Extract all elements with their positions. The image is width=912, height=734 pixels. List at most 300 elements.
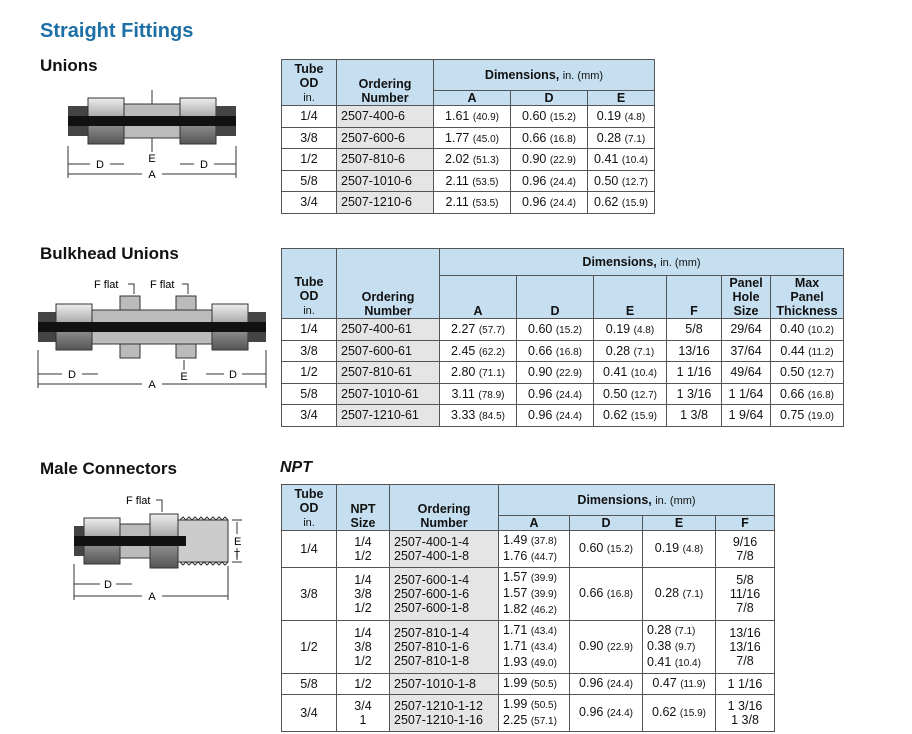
mc-col-tube-od: Tube OD in.	[282, 485, 337, 531]
cell-ordering-number: 2507-400-61	[337, 319, 440, 341]
cell-e	[594, 340, 667, 362]
cell-a-mm: (53.5)	[472, 198, 499, 210]
cell-a-in: 1.49	[503, 533, 528, 547]
mc-dim-d-label: D	[104, 579, 112, 591]
cell-tube-od: 3/8	[282, 568, 337, 621]
cell-d	[511, 149, 588, 171]
bulkhead-table	[281, 248, 844, 427]
cell-e	[643, 674, 716, 695]
bh-col-panel-hole: Panel Hole Size	[722, 276, 771, 319]
mc-dim-t-label: T	[234, 550, 241, 561]
cell-e-mm: (7.1)	[624, 133, 646, 145]
cell-a	[440, 405, 517, 427]
cell-ordering-number-line: 2507-1210-1-12	[394, 699, 483, 713]
cell-e-mm: (4.8)	[682, 544, 704, 555]
cell-a	[499, 695, 570, 732]
cell-a-mm: (40.9)	[472, 112, 499, 124]
cell-tube-od: 1/2	[282, 621, 337, 674]
cell-e-in: 0.50	[594, 173, 619, 188]
cell-f: 1 1/16	[667, 362, 722, 384]
cell-ordering-number: 2507-810-6	[337, 149, 434, 171]
cell-max-panel-in: 0.50	[780, 365, 805, 380]
cell-d-mm: (15.2)	[555, 325, 582, 337]
cell-d	[517, 319, 594, 341]
cell-a-in: 2.11	[445, 173, 469, 188]
cell-d-in: 0.60	[528, 322, 553, 337]
cell-d	[511, 127, 588, 149]
cell-d-in: 0.96	[528, 408, 553, 423]
mc-col-d: D	[570, 516, 643, 531]
cell-ordering-number: 2507-1210-61	[337, 405, 440, 427]
mc-dim-a-label: A	[148, 591, 156, 603]
cell-f-line: 7/8	[736, 654, 754, 668]
col-dimensions: Dimensions, in. (mm)	[434, 60, 655, 91]
cell-f: 5/8	[667, 319, 722, 341]
cell-a	[434, 170, 511, 192]
col-d: D	[511, 91, 588, 106]
cell-e-mm: (7.1)	[682, 589, 704, 600]
cell-panel-hole: 49/64	[722, 362, 771, 384]
cell-tube-od: 3/4	[282, 695, 337, 732]
cell-e	[588, 192, 655, 214]
cell-npt-size-line: 1/2	[354, 549, 372, 563]
table-row	[282, 405, 844, 427]
cell-tube-od: 3/4	[282, 405, 337, 427]
cell-max-panel-mm: (19.0)	[807, 411, 834, 423]
cell-ordering-number: 2507-810-61	[337, 362, 440, 384]
cell-e	[588, 149, 655, 171]
cell-d-mm: (24.4)	[606, 679, 633, 690]
cell-ordering-number-line: 2507-400-1-8	[394, 549, 470, 563]
cell-ordering-number-line: 2507-400-1-4	[394, 535, 470, 549]
cell-tube-od: 1/4	[282, 531, 337, 568]
cell-d	[517, 340, 594, 362]
cell-e-in: 0.41	[603, 365, 628, 380]
table-row	[282, 127, 655, 149]
cell-d-mm: (15.2)	[549, 112, 576, 124]
cell-a-mm: (71.1)	[478, 368, 505, 380]
cell-a-in: 2.45	[451, 343, 476, 358]
cell-ordering-number-line: 2507-600-1-6	[394, 587, 470, 601]
bh-dim-d-right-label: D	[229, 369, 237, 381]
cell-a	[499, 568, 570, 621]
page-title: Straight Fittings	[40, 20, 194, 42]
table-row	[282, 674, 775, 695]
cell-a-in: 3.11	[451, 386, 475, 401]
cell-e	[643, 531, 716, 568]
cell-a-in: 1.99	[503, 697, 528, 711]
cell-a-mm: (84.5)	[478, 411, 505, 423]
cell-ordering-number-line: 2507-600-1-8	[394, 601, 470, 615]
cell-ordering-number-line: 2507-600-1-4	[394, 573, 470, 587]
cell-d-mm: (16.8)	[555, 346, 582, 358]
cell-a-in: 2.25	[503, 713, 528, 727]
cell-e-mm: (4.8)	[624, 112, 646, 124]
bh-col-e: E	[594, 276, 667, 319]
dim-d-left-label: D	[96, 159, 104, 171]
cell-f-line: 1 1/16	[727, 677, 763, 691]
npt-subtitle: NPT	[280, 459, 312, 476]
cell-a	[440, 319, 517, 341]
table-row	[282, 319, 844, 341]
cell-f	[716, 621, 775, 674]
cell-npt-size-line: 3/8	[354, 587, 372, 601]
cell-d	[517, 362, 594, 384]
cell-panel-hole: 1 9/64	[722, 405, 771, 427]
cell-a-in: 1.82	[503, 602, 528, 616]
cell-e-in: 0.19	[605, 322, 631, 337]
cell-d-mm: (16.8)	[606, 589, 633, 600]
bh-col-a: A	[440, 276, 517, 319]
cell-e-in: 0.28	[605, 343, 631, 358]
table-row	[282, 192, 655, 214]
cell-max-panel	[771, 319, 844, 341]
bh-col-max-panel: Max Panel Thickness	[771, 276, 844, 319]
mc-col-dimensions: Dimensions, in. (mm)	[499, 485, 775, 516]
cell-a-mm: (50.5)	[530, 700, 557, 711]
bulkhead-title: Bulkhead Unions	[40, 244, 179, 263]
cell-a-in: 1.77	[445, 130, 470, 145]
cell-d	[517, 383, 594, 405]
cell-f-line: 13/16	[729, 640, 761, 654]
table-row	[282, 531, 775, 568]
cell-a-mm: (43.4)	[530, 642, 557, 653]
cell-f-line: 7/8	[736, 601, 754, 615]
cell-ordering-number: 2507-1210-6	[337, 192, 434, 214]
cell-a-in: 2.11	[445, 195, 469, 210]
bore-shape	[68, 116, 236, 126]
cell-panel-hole: 29/64	[722, 319, 771, 341]
cell-a	[440, 383, 517, 405]
cell-max-panel-mm: (10.2)	[807, 325, 834, 337]
bh-dim-a-label: A	[148, 379, 156, 391]
bh-col-d: D	[517, 276, 594, 319]
cell-e-mm: (10.4)	[630, 368, 657, 380]
cell-e	[643, 621, 716, 674]
cell-e-mm: (10.4)	[674, 658, 701, 669]
cell-e-mm: (12.7)	[630, 389, 657, 401]
cell-max-panel-mm: (16.8)	[807, 389, 834, 401]
col-e: E	[588, 91, 655, 106]
cell-ordering-number: 2507-1010-61	[337, 383, 440, 405]
cell-e-mm: (7.1)	[633, 346, 655, 358]
male-connector-diagram	[72, 490, 246, 604]
cell-panel-hole: 1 1/64	[722, 383, 771, 405]
cell-ordering-number-line: 2507-810-1-6	[394, 640, 470, 654]
cell-npt-size-line: 1/4	[354, 535, 372, 549]
cell-ordering-number-line: 2507-810-1-4	[394, 626, 470, 640]
bh-dim-e-label: E	[180, 371, 188, 383]
cell-f-line: 13/16	[729, 626, 761, 640]
cell-a-mm: (44.7)	[530, 552, 557, 563]
cell-a-in: 1.76	[503, 549, 528, 563]
cell-d-mm: (22.9)	[555, 368, 582, 380]
cell-a-mm: (51.3)	[472, 155, 499, 167]
cell-e-in: 0.28	[647, 623, 672, 637]
cell-e-in: 0.28	[596, 130, 622, 145]
cell-f	[716, 674, 775, 695]
cell-max-panel	[771, 340, 844, 362]
dim-e-label: E	[148, 153, 156, 165]
cell-max-panel-mm: (12.7)	[807, 368, 834, 380]
cell-d	[570, 621, 643, 674]
cell-ordering-number: 2507-600-6	[337, 127, 434, 149]
table-row	[282, 362, 844, 384]
cell-npt-size-line: 1	[359, 713, 367, 727]
cell-a	[499, 621, 570, 674]
cell-d	[570, 568, 643, 621]
cell-npt-size	[337, 695, 390, 732]
cell-a	[434, 127, 511, 149]
bh-dim-d-left-label: D	[68, 369, 76, 381]
cell-e-mm: (10.4)	[621, 155, 648, 167]
cell-e	[588, 127, 655, 149]
cell-a-in: 1.57	[503, 586, 528, 600]
cell-a	[499, 674, 570, 695]
dim-a-label: A	[148, 169, 156, 181]
cell-d-in: 0.96	[579, 705, 604, 719]
cell-e-in: 0.62	[603, 408, 628, 423]
male-title: Male Connectors	[40, 459, 177, 478]
cell-a-mm: (57.7)	[478, 325, 505, 337]
cell-f	[716, 695, 775, 732]
cell-e-mm: (7.1)	[674, 626, 696, 637]
cell-a-mm: (45.0)	[472, 133, 499, 145]
cell-d	[570, 674, 643, 695]
cell-tube-od: 5/8	[282, 383, 337, 405]
cell-ordering-number	[390, 621, 499, 674]
cell-ordering-number	[390, 695, 499, 732]
cell-f: 1 3/16	[667, 383, 722, 405]
cell-npt-size-line: 1/4	[354, 626, 372, 640]
cell-d-mm: (24.4)	[606, 708, 633, 719]
cell-f-line: 11/16	[729, 587, 761, 601]
cell-a-mm: (62.2)	[478, 346, 505, 358]
cell-d	[570, 695, 643, 732]
bh-col-dimensions: Dimensions, in. (mm)	[440, 249, 844, 276]
cell-tube-od: 1/4	[282, 106, 337, 128]
cell-a-in: 1.99	[503, 676, 528, 690]
cell-e-in: 0.41	[647, 655, 672, 669]
cell-tube-od: 5/8	[282, 170, 337, 192]
cell-d-in: 0.96	[522, 173, 547, 188]
cell-a-mm: (50.5)	[530, 679, 557, 690]
cell-e	[643, 568, 716, 621]
cell-d-in: 0.90	[579, 639, 604, 653]
cell-f	[716, 568, 775, 621]
cell-e-mm: (15.9)	[679, 708, 706, 719]
cell-a-in: 2.80	[451, 365, 476, 380]
col-ordering-number: Ordering Number	[337, 60, 434, 106]
cell-e-in: 0.19	[596, 109, 622, 124]
mc-col-a: A	[499, 516, 570, 531]
cell-e-mm: (11.9)	[680, 679, 706, 690]
cell-npt-size-line: 3/8	[354, 640, 372, 654]
cell-d-mm: (24.4)	[555, 411, 582, 423]
cell-e-in: 0.50	[603, 386, 628, 401]
bulkhead-diagram	[36, 276, 268, 394]
cell-e	[594, 319, 667, 341]
cell-a-mm: (39.9)	[530, 589, 557, 600]
fflat-left-label: F flat	[94, 279, 119, 291]
cell-d-mm: (22.9)	[606, 642, 633, 653]
cell-d-in: 0.96	[579, 676, 604, 690]
bh-col-tube-od: Tube OD in.	[282, 249, 337, 319]
cell-a	[434, 149, 511, 171]
cell-ordering-number: 2507-600-61	[337, 340, 440, 362]
cell-tube-od: 3/8	[282, 340, 337, 362]
cell-npt-size-line: 1/2	[354, 677, 372, 691]
cell-e-mm: (15.9)	[621, 198, 648, 210]
cell-a	[434, 192, 511, 214]
cell-d-in: 0.96	[528, 386, 553, 401]
cell-d	[511, 192, 588, 214]
cell-e	[588, 106, 655, 128]
table-row	[282, 340, 844, 362]
cell-f-line: 9/16	[732, 535, 758, 549]
cell-a-mm: (39.9)	[530, 573, 557, 584]
cell-ordering-number-line: 2507-810-1-8	[394, 654, 470, 668]
cell-a-mm: (49.0)	[530, 658, 557, 669]
cell-d	[511, 106, 588, 128]
cell-npt-size	[337, 621, 390, 674]
cell-npt-size	[337, 674, 390, 695]
cell-e-mm: (12.7)	[621, 176, 648, 188]
cell-panel-hole: 37/64	[722, 340, 771, 362]
cell-d	[511, 170, 588, 192]
cell-a-mm: (57.1)	[530, 716, 557, 727]
cell-d-mm: (15.2)	[606, 544, 633, 555]
table-row	[282, 149, 655, 171]
table-row	[282, 383, 844, 405]
cell-d-mm: (16.8)	[549, 133, 576, 145]
unions-title: Unions	[40, 56, 98, 75]
cell-a-mm: (53.5)	[472, 176, 499, 188]
cell-e-in: 0.62	[594, 195, 619, 210]
cell-a	[434, 106, 511, 128]
cell-a-mm: (43.4)	[530, 626, 557, 637]
cell-e	[594, 405, 667, 427]
table-row	[282, 568, 775, 621]
cell-a	[440, 340, 517, 362]
cell-d-mm: (22.9)	[549, 155, 576, 167]
mc-col-ordering-number: Ordering Number	[390, 485, 499, 531]
table-row	[282, 695, 775, 732]
cell-npt-size	[337, 568, 390, 621]
cell-f-line: 1 3/16	[727, 699, 763, 713]
cell-d-mm: (24.4)	[549, 198, 576, 210]
fflat-right-label: F flat	[150, 279, 175, 291]
cell-f-line: 5/8	[736, 573, 754, 587]
table-row	[282, 170, 655, 192]
cell-ordering-number	[390, 674, 499, 695]
cell-a-in: 2.02	[445, 152, 470, 167]
cell-a-in: 1.71	[503, 639, 528, 653]
cell-max-panel-in: 0.40	[780, 322, 805, 337]
cell-max-panel	[771, 405, 844, 427]
cell-tube-od: 1/2	[282, 149, 337, 171]
cell-d-mm: (24.4)	[555, 389, 582, 401]
cell-npt-size-line: 1/4	[354, 573, 372, 587]
male-table	[281, 484, 775, 732]
cell-tube-od: 1/2	[282, 362, 337, 384]
cell-d-in: 0.96	[522, 195, 547, 210]
col-a: A	[434, 91, 511, 106]
cell-max-panel	[771, 362, 844, 384]
cell-max-panel-mm: (11.2)	[808, 346, 834, 358]
cell-a-mm: (78.9)	[478, 389, 505, 401]
union-diagram	[66, 86, 238, 182]
cell-d-in: 0.66	[528, 343, 553, 358]
cell-e	[588, 170, 655, 192]
cell-a-in: 1.93	[503, 655, 528, 669]
cell-tube-od: 3/4	[282, 192, 337, 214]
mc-col-e: E	[643, 516, 716, 531]
cell-npt-size-line: 3/4	[354, 699, 372, 713]
cell-ordering-number	[390, 568, 499, 621]
cell-e-in: 0.28	[654, 586, 680, 600]
cell-f-line: 7/8	[736, 549, 754, 563]
table-row	[282, 106, 655, 128]
cell-e-in: 0.47	[652, 676, 677, 690]
cell-a-in: 1.61	[445, 109, 470, 124]
cell-e	[594, 383, 667, 405]
cell-a-mm: (37.8)	[530, 536, 557, 547]
cell-a	[440, 362, 517, 384]
cell-d-in: 0.66	[522, 130, 547, 145]
cell-d-in: 0.90	[528, 365, 553, 380]
cell-tube-od: 1/4	[282, 319, 337, 341]
cell-f: 13/16	[667, 340, 722, 362]
cell-f: 1 3/8	[667, 405, 722, 427]
cell-tube-od: 5/8	[282, 674, 337, 695]
cell-e-in: 0.19	[654, 541, 680, 555]
dim-d-right-label: D	[200, 159, 208, 171]
cell-d-in: 0.60	[522, 109, 547, 124]
cell-d-in: 0.90	[522, 152, 547, 167]
cell-a-mm: (46.2)	[530, 605, 557, 616]
bh-col-f: F	[667, 276, 722, 319]
cell-e-in: 0.41	[594, 152, 619, 167]
cell-ordering-number: 2507-1010-6	[337, 170, 434, 192]
mc-col-f: F	[716, 516, 775, 531]
cell-ordering-number	[390, 531, 499, 568]
cell-npt-size-line: 1/2	[354, 601, 372, 615]
cell-npt-size-line: 1/2	[354, 654, 372, 668]
cell-e	[643, 695, 716, 732]
table-row	[282, 621, 775, 674]
cell-ordering-number: 2507-400-6	[337, 106, 434, 128]
bh-col-ordering-number: Ordering Number	[337, 249, 440, 319]
cell-e-mm: (15.9)	[630, 411, 657, 423]
cell-f	[716, 531, 775, 568]
cell-d-mm: (24.4)	[549, 176, 576, 188]
col-tube-od: Tube OD in.	[282, 60, 337, 106]
cell-max-panel-in: 0.66	[780, 386, 805, 401]
mc-col-npt-size: NPT Size	[337, 485, 390, 531]
cell-max-panel	[771, 383, 844, 405]
cell-a-in: 1.71	[503, 623, 528, 637]
cell-ordering-number-line: 2507-1010-1-8	[394, 677, 477, 691]
unions-table	[281, 59, 655, 214]
cell-max-panel-in: 0.44	[780, 343, 805, 358]
cell-d	[517, 405, 594, 427]
cell-d-in: 0.66	[579, 586, 604, 600]
mc-fflat-label: F flat	[126, 495, 151, 507]
cell-tube-od: 3/8	[282, 127, 337, 149]
cell-e	[594, 362, 667, 384]
cell-e-in: 0.62	[652, 705, 677, 719]
